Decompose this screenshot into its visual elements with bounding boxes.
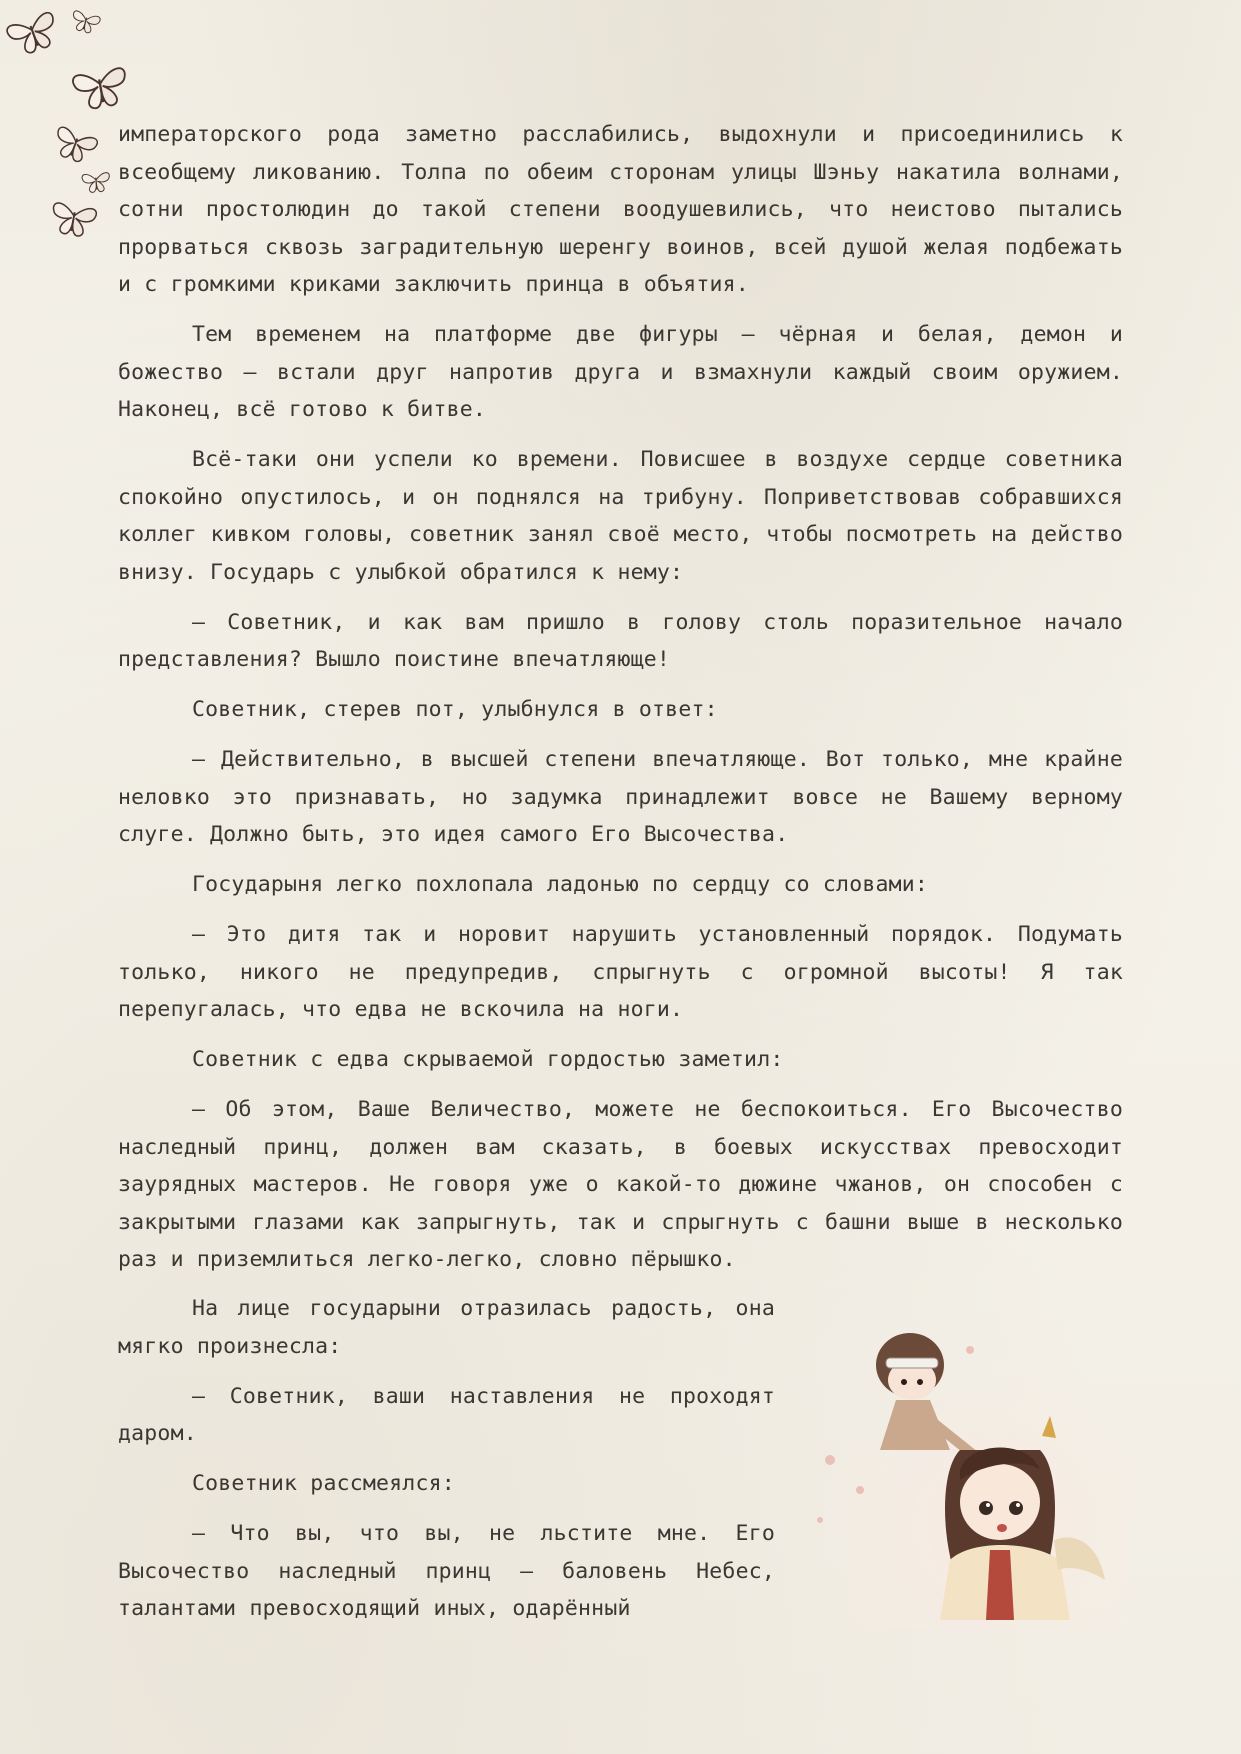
paragraph: — Об этом, Ваше Величество, можете не беспокоиться. Его Высочество наследный принц, должен вам сказать, в боевых искусствах превосходит заурядных мастеров. Не говоря уже о какой-то дюжине чжанов, он способен с закрытыми глазами как запрыгнуть, так и спрыгнуть с башни выше в несколько раз и приземлиться легко-легко, словно пёрышко. — [118, 1097, 1123, 1272]
paragraph: Тем временем на платформе две фигуры — чёрная и белая, демон и божество — встали друг напротив друга и взмахнули каждый своим оружием. Наконец, всё готово к битве. — [118, 322, 1123, 422]
chibi-characters-illustration — [790, 1290, 1130, 1630]
narrow-text — [118, 1290, 775, 1640]
paragraph: — Советник, ваши наставления не проходят даром. — [118, 1383, 775, 1446]
paragraph: Советник, стерев пот, улыбнулся в ответ: — [192, 697, 718, 722]
main-text — [118, 116, 1123, 1291]
paragraph: — Действительно, в высшей степени впечатляюще. Вот только, мне крайне неловко это признавать, но задумка принадлежит вовсе не Вашему верному слуге. Должно быть, это идея самого Его Высочества. — [118, 747, 1123, 847]
paragraph: — Это дитя так и норовит нарушить установленный порядок. Подумать только, никого не предупредив, спрыгнуть с огромной высоты! Я так перепугалась, что едва не вскочила на ноги. — [118, 922, 1123, 1022]
paragraph: императорского рода заметно расслабились, выдохнули и присоединились к всеобщему ликованию. Толпа по обеим сторонам улицы Шэньу накатила волнами, сотни простолюдин до такой степени воодушевились, что неистово пытались прорваться сквозь заградительную шеренгу воинов, всей душой желая подбежать и с громкими криками заключить принца в объятия. — [118, 122, 1123, 297]
paragraph: На лице государыни отразилась радость, она мягко произнесла: — [118, 1296, 775, 1359]
paragraph: Всё-таки они успели ко времени. Повисшее в воздухе сердце советника спокойно опустилось, и он поднялся на трибуну. Поприветствовав собравшихся коллег кивком головы, советник занял своё место, чтобы посмотреть на действо внизу. Государь с улыбкой обратился к нему: — [118, 447, 1123, 585]
paragraph: Государыня легко похлопала ладонью по сердцу со словами: — [192, 872, 929, 897]
paragraph: Советник рассмеялся: — [192, 1471, 455, 1496]
paragraph: — Что вы, что вы, не льстите мне. Его Высочество наследный принц — баловень Небес, талантами превосходящий иных, одарённый — [118, 1521, 775, 1621]
paragraph: — Советник, и как вам пришло в голову столь поразительное начало представления? Вышло поистине впечатляюще! — [118, 609, 1123, 672]
paragraph: Советник с едва скрываемой гордостью заметил: — [192, 1047, 784, 1072]
